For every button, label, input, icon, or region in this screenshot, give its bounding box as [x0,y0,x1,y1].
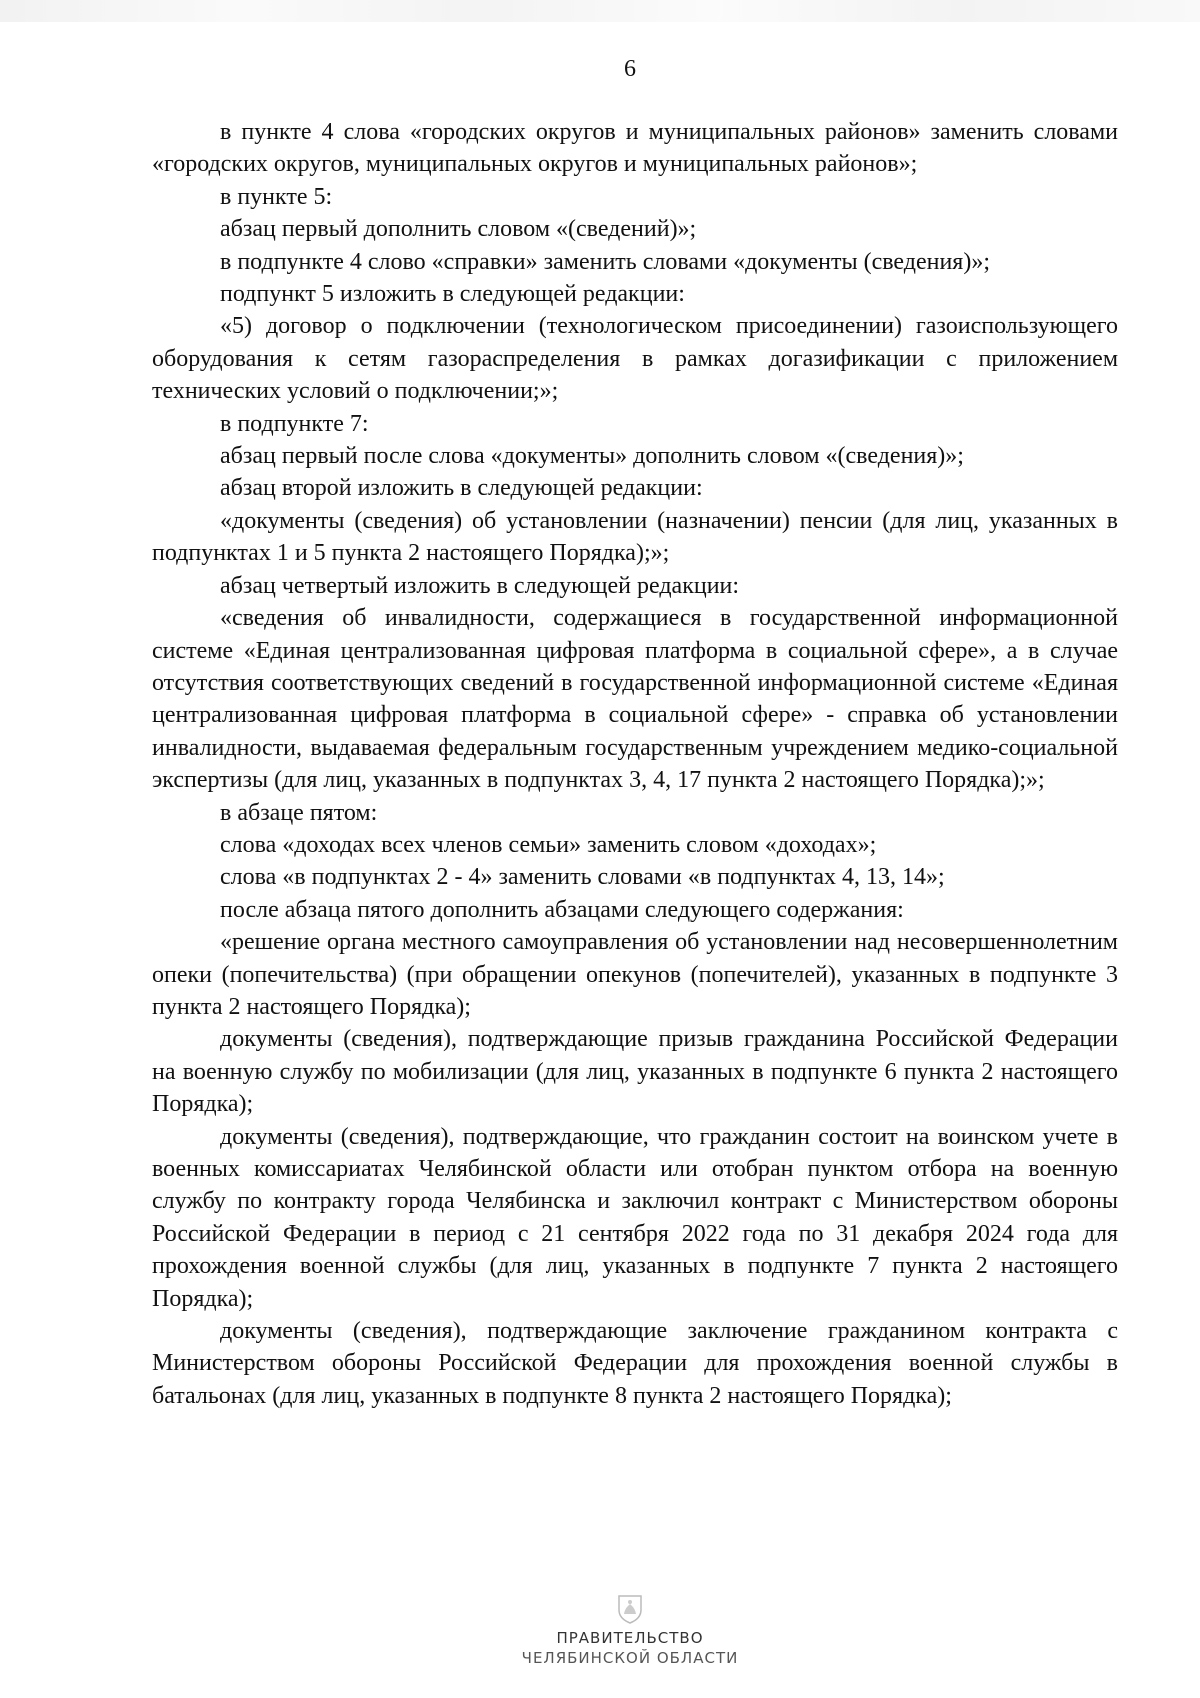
page-number: 6 [624,56,636,82]
paragraph: «сведения об инвалидности, содержащиеся в государственной информационной системе «Единая централизованная цифровая платформа в социальной сфере», а в случае отсутствия соответствующих сведений в государственной информационной системе «Единая централизованная цифровая платформа в социальной сфере» - справка об установлении инвалидности, выдаваемая федеральным государственным учреждением медико-социальной экспертизы (для лиц, указанных в подпунктах 3, 4, 17 пункта 2 настоящего Порядка);»; [152,605,1118,794]
paragraph: слова «в подпунктах 2 - 4» заменить словами «в подпунктах 4, 13, 14»; [220,864,945,891]
stamp-line-2: ЧЕЛЯБИНСКОЙ ОБЛАСТИ [521,1649,739,1667]
paragraph: подпункт 5 изложить в следующей редакции: [220,281,685,308]
document-body [152,116,1118,1412]
paragraph: в абзаце пятом: [220,799,378,826]
government-stamp [0,1594,1200,1668]
paragraph: в пункте 4 слова «городских округов и муниципальных районов» заменить словами «городских округов, муниципальных округов и муниципальных районов»; [152,119,1118,178]
paragraph: в подпункте 7: [220,410,369,437]
paragraph: в подпункте 4 слово «справки» заменить словами «документы (сведения)»; [220,248,991,275]
paragraph: слова «доходах всех членов семьи» заменить словом «доходах»; [220,831,877,858]
paragraph: документы (сведения), подтверждающие заключение гражданином контракта с Министерством обороны Российской Федерации для прохождения военной службы в батальонах (для лиц, указанных в подпункте 8 пункта 2 настоящего Порядка); [152,1318,1118,1409]
paragraph: документы (сведения), подтверждающие призыв гражданина Российской Федерации на военную службу по мобилизации (для лиц, указанных в подпункте 6 пункта 2 настоящего Порядка); [152,1026,1118,1118]
paragraph: абзац первый дополнить словом «(сведений)»; [220,216,697,243]
scan-edge-noise [0,0,1200,22]
coat-of-arms-icon [617,1594,643,1624]
stamp-line-1: ПРАВИТЕЛЬСТВО [556,1629,704,1647]
paragraph: абзац второй изложить в следующей редакции: [220,475,703,502]
paragraph: абзац первый после слова «документы» дополнить словом «(сведения)»; [220,443,964,470]
paragraph: «решение органа местного самоуправления об установлении над несовершеннолетним опеки (попечительства) (при обращении опекунов (попечителей), указанных в подпункте 3 пункта 2 настоящего Порядка); [152,929,1118,1020]
paragraph: «документы (сведения) об установлении (назначении) пенсии (для лиц, указанных в подпунктах 1 и 5 пункта 2 настоящего Порядка);»; [152,507,1118,567]
paragraph: абзац четвертый изложить в следующей редакции: [220,572,740,599]
paragraph: в пункте 5: [220,183,333,210]
paragraph: документы (сведения), подтверждающие, что гражданин состоит на воинском учете в военных комиссариатах Челябинской области или отобран пунктом отбора на военную службу по контракту города Челябинска и заключил контракт с Министерством обороны Российской Федерации в период с 21 сентября 2022 года по 31 декабря 2024 года для прохождения военной службы (для лиц, указанных в подпункте 7 пункта 2 настоящего Порядка); [152,1123,1118,1312]
paragraph: «5) договор о подключении (технологическом присоединении) газоиспользующего оборудования к сетям газораспределения в рамках догазификации с приложением технических условий о подключении;»; [152,313,1118,405]
paragraph: после абзаца пятого дополнить абзацами следующего содержания: [220,896,904,923]
